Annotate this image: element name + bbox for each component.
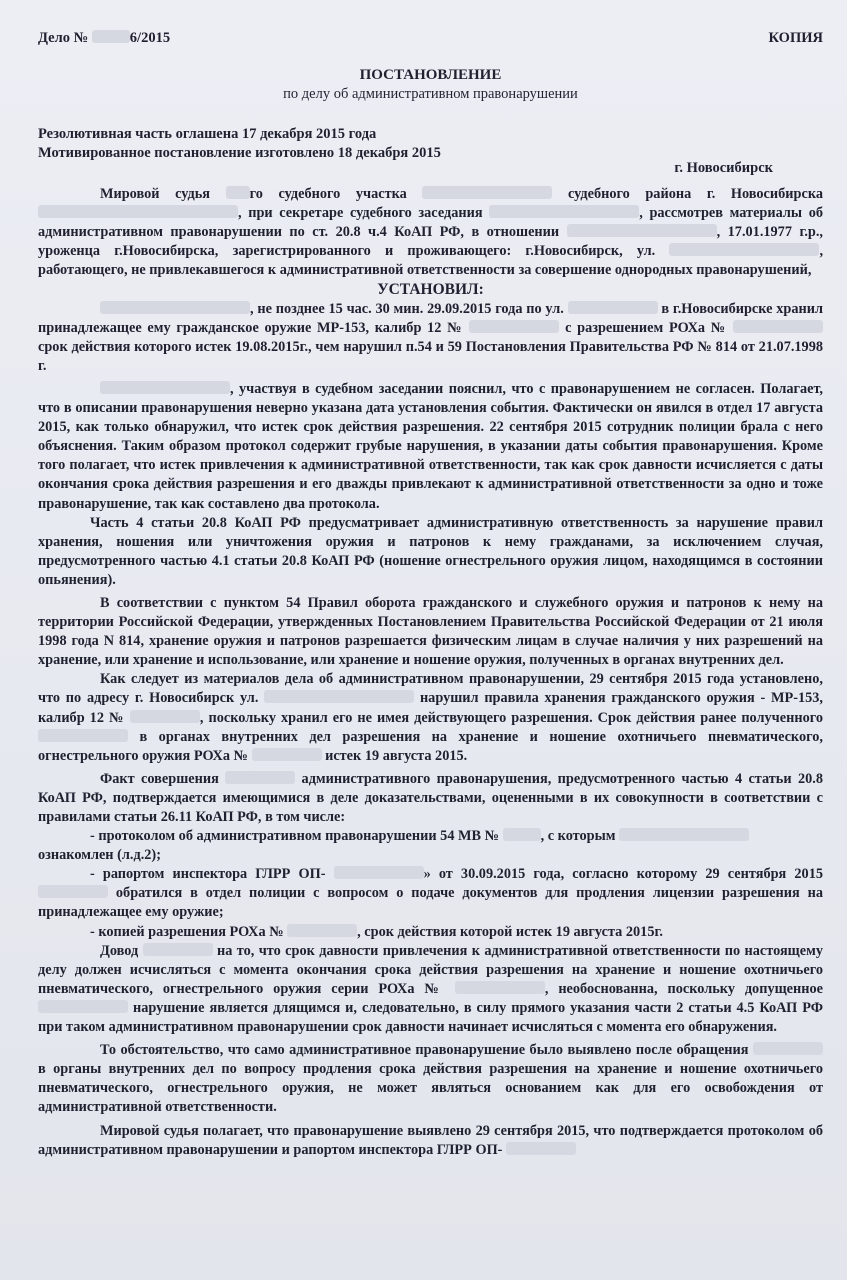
redaction	[100, 381, 230, 394]
copy-label: КОПИЯ	[768, 30, 823, 46]
materials-paragraph: Как следует из материалов дела об административном правонарушении, 29 сентября 2015 года установлено, что по адресу г. Новосибирск ул. нарушил правила хранения гражданского оружия - МР-153, калибр 12 № , поскольку хранил его не имея действующего разрешения. Срок действия ранее полученного в органах внутренних дел разрешения на хранение и ношение охотничьего пневматического, огнестрельного оружия РОХа № истек 19 августа 2015.	[38, 671, 824, 764]
redaction	[38, 885, 108, 898]
redaction	[100, 301, 250, 314]
fact-paragraph: , не позднее 15 час. 30 мин. 29.09.2015 года по ул. в г.Новосибирске хранил принадлежащее ему гражданское оружие МР-153, калибр 12 № с разрешением РОХа № срок действия которого истек 19.08.2015г., чем нарушил п.54 и 59 Постановления Правительства РФ № 814 от 21.07.1998 г.	[38, 300, 824, 374]
motivated-line: Мотивированное постановление изготовлено 18 декабря 2015	[38, 145, 441, 161]
fact-evidence-paragraph: Факт совершения административного правонарушения, предусмотренного частью 4 статьи 20.8 КоАП РФ, подтверждается имеющимися в деле доказательствами, оцененными в их совокупности в соответствии с правилами статьи 26.11 КоАП РФ, в том числе:	[38, 770, 823, 825]
redaction	[264, 690, 414, 703]
redaction	[287, 924, 357, 937]
redaction	[753, 1042, 823, 1055]
evidence-item-cont: ознакомлен (л.д.2);	[38, 847, 161, 864]
case-number: Дело № 6/2015	[38, 30, 171, 46]
redaction	[252, 748, 322, 761]
document-body	[38, 185, 823, 1160]
redaction	[469, 320, 559, 333]
redaction	[669, 243, 819, 256]
redaction	[38, 205, 238, 218]
redaction	[568, 301, 658, 314]
redaction	[130, 710, 200, 723]
rules-p54-paragraph: В соответствии с пунктом 54 Правил оборота гражданского и служебного оружия и патронов к нему на территории Российской Федерации, утвержденных Постановлением Правительства Российской Федерации от 21 июля 1998 года N 814, хранение оружия и патронов разрешается физическим лицам в случае наличия у них разрешений на хранение, или хранение и использование, или хранение и ношение оружия, полученных в органах внутренних дел.	[38, 594, 823, 669]
redaction	[455, 981, 545, 994]
redaction	[226, 186, 250, 199]
intro-paragraph: Мировой судья го судебного участка судебного района г. Новосибирска , при секретаре судебного заседания , рассмотрев материалы об административном правонарушении по ст. 20.8 ч.4 КоАП РФ, в отношении , 17.01.1977 г.р., уроженца г.Новосибирска, зарегистрированного и проживающего: г.Новосибирск, ул. , работающего, не привлекавшегося к административной ответственности за совершение однородных правонарушений,	[38, 186, 824, 279]
established-heading: УСТАНОВИЛ:	[377, 281, 484, 299]
redaction	[422, 186, 552, 199]
redaction	[38, 729, 128, 742]
document-header	[38, 30, 823, 47]
document-title: ПОСТАНОВЛЕНИЕ	[359, 67, 502, 83]
document-subtitle: по делу об административном правонарушении	[283, 86, 578, 102]
redaction	[225, 771, 295, 784]
redaction	[567, 224, 717, 237]
argument-paragraph: Довод на то, что срок давности привлечения к административной ответственности по настоящему делу должен исчисляться с момента окончания срока действия разрешения на хранение и ношение охотничьего пневматического, огнестрельного оружия серии РОХа № , необоснованна, поскольку допущенное нарушение является длящимся и, следовательно, в силу прямого указания части 2 статьи 4.5 КоАП РФ при таком административном правонарушении срок давности начинает исчисляться с момента его обнаружения.	[38, 942, 823, 1036]
redaction	[619, 828, 749, 841]
dates-block	[38, 125, 823, 163]
redaction	[334, 866, 424, 879]
evidence-item: - протоколом об административном правонарушении 54 МВ № , с которым	[38, 827, 823, 846]
city: г. Новосибирск	[674, 160, 773, 176]
redaction	[92, 30, 130, 43]
redaction	[489, 205, 639, 218]
redaction	[38, 1000, 128, 1013]
redaction	[733, 320, 823, 333]
redaction	[506, 1142, 576, 1155]
law-part4-paragraph: Часть 4 статьи 20.8 КоАП РФ предусматривает административную ответственность за нарушение правил хранения, ношения или уничтожения оружия и патронов к нему гражданами, за исключением случая, предусмотренного частью 4.1 статьи 20.8 КоАП РФ (ношение огнестрельного оружия лицом, находящимся в состоянии опьянения).	[38, 514, 823, 588]
judge-paragraph: Мировой судья полагает, что правонарушение выявлено 29 сентября 2015, что подтверждается протоколом об административном правонарушении и рапортом инспектора ГЛРР ОП-	[38, 1122, 823, 1158]
evidence-item: - копией разрешения РОХа № , срок действия которой истек 19 августа 2015г.	[90, 923, 663, 940]
resolution-line: Резолютивная часть оглашена 17 декабря 2015 года	[38, 126, 377, 142]
redaction	[143, 943, 213, 956]
circumstance-paragraph: То обстоятельство, что само административное правонарушение было выявлено после обращения в органы внутренних дел по вопросу продления срока действия разрешения на хранение и ношение охотничьего пневматического, огнестрельного оружия, не может являться основанием как для его освобождения от административной ответственности.	[38, 1042, 823, 1116]
evidence-item: - рапортом инспектора ГЛРР ОП- » от 30.09.2015 года, согласно которому 29 сентября 2015 обратился в отдел полиции с вопросом о подаче документов для продления лицензии разрешения на принадлежащее ему оружие;	[38, 866, 824, 921]
redaction	[503, 828, 541, 841]
explanation-paragraph: , участвуя в судебном заседании пояснил, что с правонарушением не согласен. Полагает, что в описании правонарушения неверно указана дата установления события. Фактически он явился в отдел 17 августа 2015, как только обнаружил, что истек срок действия разрешения. 22 сентября 2015 сотрудник полиции брала с него объяснения. Таким образом протокол содержит грубые нарушения, в указании даты события правонарушения. Кроме того полагает, что истек привлечения к административной ответственности, так как срок давности исчисляется с даты окончания срока действия разрешения и его дважды привлекают к административной ответственности за одно и тоже правонарушение, так как составлено два протокола.	[38, 380, 823, 512]
